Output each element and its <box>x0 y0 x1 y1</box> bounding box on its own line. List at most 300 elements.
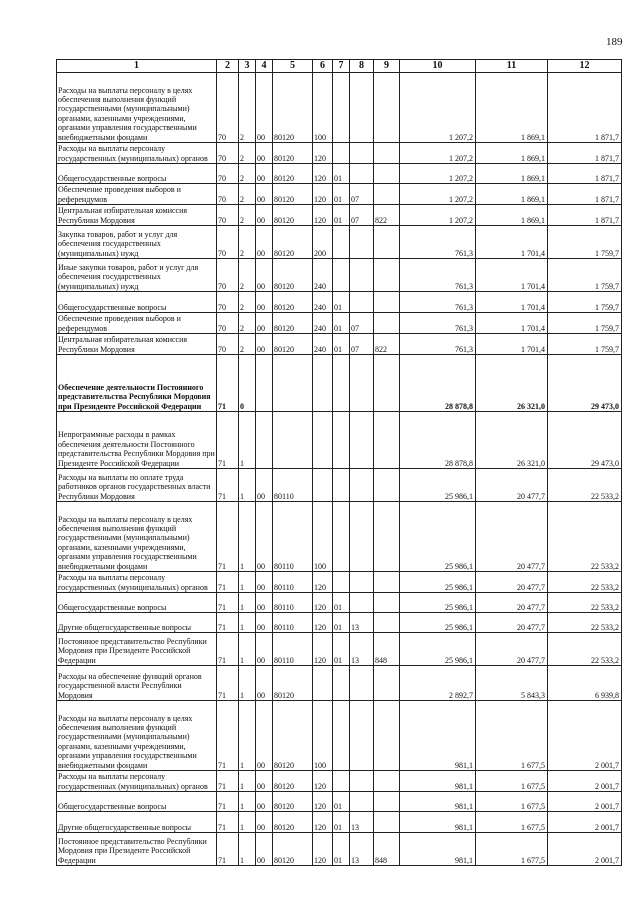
row-c3-cell: 1 <box>239 666 256 701</box>
column-header: 6 <box>313 60 333 73</box>
row-v11-cell: 1 869,1 <box>476 164 548 184</box>
row-v10-cell: 28 878,8 <box>400 412 476 469</box>
row-c7-cell: 01 <box>333 334 350 355</box>
column-header: 8 <box>350 60 374 73</box>
row-c7-cell: 01 <box>333 292 350 313</box>
row-c8-cell: 13 <box>350 633 374 666</box>
row-v11-cell: 20 477,7 <box>476 469 548 502</box>
row-c7-cell: 01 <box>333 205 350 226</box>
row-v11-cell: 1 869,1 <box>476 205 548 226</box>
row-c5-cell: 80120 <box>273 833 313 866</box>
table-row <box>57 633 622 666</box>
row-c6-cell <box>313 469 333 502</box>
row-c3-cell: 1 <box>239 502 256 572</box>
table-row <box>57 701 622 771</box>
table-row <box>57 205 622 226</box>
row-c2-cell: 71 <box>217 593 239 613</box>
row-v11-cell: 1 677,5 <box>476 701 548 771</box>
row-c3-cell: 2 <box>239 259 256 292</box>
row-c2-cell: 71 <box>217 771 239 792</box>
row-c9-cell <box>374 73 400 143</box>
row-c6-cell: 240 <box>313 292 333 313</box>
row-v11-cell: 26 321,0 <box>476 355 548 412</box>
table-row <box>57 412 622 469</box>
row-name-cell: Постоянное представительство Республики Мордовия при Президенте Российской Федерации <box>57 833 217 866</box>
row-c3-cell: 1 <box>239 701 256 771</box>
row-c3-cell: 1 <box>239 833 256 866</box>
row-c5-cell: 80110 <box>273 502 313 572</box>
row-c2-cell: 70 <box>217 226 239 259</box>
row-c3-cell: 1 <box>239 572 256 593</box>
row-c7-cell <box>333 143 350 164</box>
row-c2-cell: 70 <box>217 334 239 355</box>
row-c7-cell <box>333 412 350 469</box>
row-v11-cell: 20 477,7 <box>476 502 548 572</box>
row-c9-cell <box>374 226 400 259</box>
row-c5-cell: 80110 <box>273 572 313 593</box>
table-row <box>57 143 622 164</box>
table-row <box>57 292 622 313</box>
row-c2-cell: 70 <box>217 164 239 184</box>
row-c4-cell: 00 <box>256 701 273 771</box>
row-c6-cell: 120 <box>313 593 333 613</box>
row-c9-cell <box>374 412 400 469</box>
row-c5-cell <box>273 355 313 412</box>
column-header: 11 <box>476 60 548 73</box>
row-c7-cell: 01 <box>333 164 350 184</box>
row-c9-cell <box>374 143 400 164</box>
row-c9-cell: 822 <box>374 334 400 355</box>
row-c5-cell <box>273 412 313 469</box>
row-v12-cell: 29 473,0 <box>548 355 622 412</box>
row-v10-cell: 1 207,2 <box>400 205 476 226</box>
row-name-cell: Расходы на выплаты персоналу в целях обеспечения выполнения функций государственными (муниципальными) органами, казенными учреждениями, органами управления государственными внебюджетными фондами <box>57 73 217 143</box>
row-c5-cell: 80110 <box>273 593 313 613</box>
row-v11-cell: 5 843,3 <box>476 666 548 701</box>
column-header: 5 <box>273 60 313 73</box>
row-v10-cell: 761,3 <box>400 334 476 355</box>
row-c5-cell: 80120 <box>273 771 313 792</box>
row-name-cell: Расходы на обеспечение функций органов государственной власти Республики Мордовия <box>57 666 217 701</box>
row-c7-cell: 01 <box>333 593 350 613</box>
row-v10-cell: 981,1 <box>400 771 476 792</box>
row-c8-cell: 13 <box>350 812 374 833</box>
table-row <box>57 771 622 792</box>
row-c3-cell: 2 <box>239 143 256 164</box>
row-v12-cell: 2 001,7 <box>548 792 622 812</box>
row-c5-cell: 80120 <box>273 334 313 355</box>
row-c5-cell: 80120 <box>273 701 313 771</box>
row-name-cell: Расходы на выплаты по оплате труда работников органов государственных власти Республики Мордовия <box>57 469 217 502</box>
row-c3-cell: 1 <box>239 792 256 812</box>
row-c6-cell <box>313 355 333 412</box>
row-v12-cell: 29 473,0 <box>548 412 622 469</box>
row-c6-cell <box>313 412 333 469</box>
page-number: 189 <box>606 36 623 48</box>
row-c2-cell: 70 <box>217 313 239 334</box>
row-c8-cell <box>350 259 374 292</box>
row-c8-cell <box>350 292 374 313</box>
row-v11-cell: 1 701,4 <box>476 334 548 355</box>
row-c8-cell <box>350 143 374 164</box>
row-c3-cell: 1 <box>239 469 256 502</box>
row-name-cell: Центральная избирательная комиссия Республики Мордовия <box>57 205 217 226</box>
row-v12-cell: 1 759,7 <box>548 334 622 355</box>
row-name-cell: Непрограммные расходы в рамках обеспечения деятельности Постоянного представительства Республики Мордовия при Президенте Российской Федерации <box>57 412 217 469</box>
row-c4-cell: 00 <box>256 771 273 792</box>
row-c9-cell <box>374 572 400 593</box>
row-c6-cell: 120 <box>313 792 333 812</box>
row-v10-cell: 2 892,7 <box>400 666 476 701</box>
row-v12-cell: 2 001,7 <box>548 812 622 833</box>
row-c2-cell: 70 <box>217 292 239 313</box>
row-v11-cell: 1 701,4 <box>476 313 548 334</box>
row-v10-cell: 1 207,2 <box>400 164 476 184</box>
row-c5-cell: 80120 <box>273 812 313 833</box>
row-v12-cell: 22 533,2 <box>548 469 622 502</box>
row-c6-cell <box>313 666 333 701</box>
row-name-cell: Обеспечение проведения выборов и референдумов <box>57 184 217 205</box>
row-c7-cell: 01 <box>333 613 350 633</box>
row-c9-cell <box>374 593 400 613</box>
row-c5-cell: 80120 <box>273 792 313 812</box>
row-c9-cell <box>374 184 400 205</box>
row-c2-cell: 71 <box>217 792 239 812</box>
row-v11-cell: 1 677,5 <box>476 771 548 792</box>
row-c3-cell: 2 <box>239 292 256 313</box>
row-c5-cell: 80120 <box>273 143 313 164</box>
row-v12-cell: 1 871,7 <box>548 143 622 164</box>
table-row <box>57 613 622 633</box>
row-c2-cell: 71 <box>217 633 239 666</box>
row-v12-cell: 1 759,7 <box>548 226 622 259</box>
row-c8-cell <box>350 355 374 412</box>
row-c4-cell: 00 <box>256 666 273 701</box>
row-c2-cell: 70 <box>217 184 239 205</box>
row-c2-cell: 71 <box>217 833 239 866</box>
row-c5-cell: 80120 <box>273 226 313 259</box>
row-c7-cell <box>333 226 350 259</box>
column-header: 7 <box>333 60 350 73</box>
row-c7-cell <box>333 355 350 412</box>
row-v12-cell: 1 871,7 <box>548 184 622 205</box>
row-c5-cell: 80120 <box>273 313 313 334</box>
row-c3-cell: 2 <box>239 226 256 259</box>
row-c3-cell: 1 <box>239 812 256 833</box>
row-c4-cell <box>256 412 273 469</box>
row-c3-cell: 2 <box>239 313 256 334</box>
row-c9-cell <box>374 164 400 184</box>
row-c7-cell: 01 <box>333 833 350 866</box>
row-c4-cell: 00 <box>256 593 273 613</box>
table-row <box>57 313 622 334</box>
row-c5-cell: 80120 <box>273 184 313 205</box>
row-c3-cell: 2 <box>239 73 256 143</box>
row-c2-cell: 71 <box>217 572 239 593</box>
row-v10-cell: 1 207,2 <box>400 73 476 143</box>
row-c7-cell <box>333 259 350 292</box>
row-c8-cell: 07 <box>350 184 374 205</box>
row-c7-cell: 01 <box>333 184 350 205</box>
row-c2-cell: 71 <box>217 502 239 572</box>
row-name-cell: Расходы на выплаты персоналу государственных (муниципальных) органов <box>57 771 217 792</box>
row-c4-cell: 00 <box>256 812 273 833</box>
row-v11-cell: 1 701,4 <box>476 226 548 259</box>
row-v10-cell: 25 986,1 <box>400 572 476 593</box>
row-c3-cell: 0 <box>239 355 256 412</box>
row-name-cell: Расходы на выплаты персоналу в целях обеспечения выполнения функций государственными (муниципальными) органами, казенными учреждениями, органами управления государственными внебюджетными фондами <box>57 502 217 572</box>
column-header: 3 <box>239 60 256 73</box>
row-c5-cell: 80120 <box>273 292 313 313</box>
budget-table <box>56 59 622 866</box>
row-c7-cell: 01 <box>333 633 350 666</box>
row-c2-cell: 71 <box>217 666 239 701</box>
row-c9-cell <box>374 259 400 292</box>
row-v12-cell: 6 939,8 <box>548 666 622 701</box>
row-c8-cell <box>350 771 374 792</box>
row-c8-cell <box>350 666 374 701</box>
table-row <box>57 469 622 502</box>
header-row <box>57 60 622 73</box>
row-c4-cell: 00 <box>256 226 273 259</box>
row-c8-cell <box>350 469 374 502</box>
row-v11-cell: 1 701,4 <box>476 259 548 292</box>
row-c2-cell: 70 <box>217 73 239 143</box>
row-c4-cell: 00 <box>256 164 273 184</box>
row-c4-cell: 00 <box>256 469 273 502</box>
row-c6-cell: 120 <box>313 184 333 205</box>
row-c5-cell: 80120 <box>273 205 313 226</box>
row-c6-cell: 240 <box>313 334 333 355</box>
row-c9-cell <box>374 812 400 833</box>
row-v11-cell: 26 321,0 <box>476 412 548 469</box>
row-c3-cell: 2 <box>239 184 256 205</box>
row-c8-cell <box>350 593 374 613</box>
table-row <box>57 226 622 259</box>
row-c6-cell: 120 <box>313 205 333 226</box>
row-v12-cell: 22 533,2 <box>548 502 622 572</box>
row-c4-cell: 00 <box>256 613 273 633</box>
column-header: 2 <box>217 60 239 73</box>
row-v10-cell: 25 986,1 <box>400 593 476 613</box>
row-v10-cell: 981,1 <box>400 812 476 833</box>
row-c9-cell <box>374 469 400 502</box>
row-c3-cell: 1 <box>239 633 256 666</box>
row-name-cell: Общегосударственные вопросы <box>57 593 217 613</box>
row-c8-cell <box>350 502 374 572</box>
row-c6-cell: 200 <box>313 226 333 259</box>
row-c8-cell <box>350 164 374 184</box>
row-c7-cell <box>333 73 350 143</box>
row-v10-cell: 981,1 <box>400 792 476 812</box>
row-c4-cell: 00 <box>256 205 273 226</box>
row-c8-cell <box>350 792 374 812</box>
row-c6-cell: 120 <box>313 812 333 833</box>
row-c8-cell: 07 <box>350 313 374 334</box>
row-c2-cell: 71 <box>217 355 239 412</box>
row-c4-cell: 00 <box>256 143 273 164</box>
row-c3-cell: 2 <box>239 205 256 226</box>
table-body <box>57 73 622 866</box>
row-v11-cell: 1 869,1 <box>476 143 548 164</box>
row-c9-cell <box>374 292 400 313</box>
row-c7-cell <box>333 666 350 701</box>
column-header: 4 <box>256 60 273 73</box>
table-row <box>57 792 622 812</box>
row-c5-cell: 80110 <box>273 469 313 502</box>
row-name-cell: Обеспечение проведения выборов и референдумов <box>57 313 217 334</box>
row-name-cell: Общегосударственные вопросы <box>57 792 217 812</box>
row-v12-cell: 1 759,7 <box>548 313 622 334</box>
row-c9-cell <box>374 355 400 412</box>
row-c9-cell <box>374 666 400 701</box>
row-c3-cell: 2 <box>239 334 256 355</box>
row-v10-cell: 981,1 <box>400 701 476 771</box>
row-c3-cell: 1 <box>239 412 256 469</box>
row-c7-cell <box>333 572 350 593</box>
row-name-cell: Обеспечение деятельности Постоянного представительства Республики Мордовия при Президенте Российской Федерации <box>57 355 217 412</box>
row-v12-cell: 1 759,7 <box>548 292 622 313</box>
row-v10-cell: 25 986,1 <box>400 633 476 666</box>
row-c2-cell: 70 <box>217 205 239 226</box>
row-v11-cell: 1 869,1 <box>476 184 548 205</box>
row-c9-cell: 822 <box>374 205 400 226</box>
row-v12-cell: 2 001,7 <box>548 701 622 771</box>
row-c6-cell: 240 <box>313 259 333 292</box>
row-c5-cell: 80110 <box>273 633 313 666</box>
row-c4-cell: 00 <box>256 313 273 334</box>
row-c7-cell <box>333 469 350 502</box>
row-c3-cell: 1 <box>239 613 256 633</box>
row-c5-cell: 80110 <box>273 613 313 633</box>
row-c7-cell <box>333 502 350 572</box>
table-row <box>57 833 622 866</box>
column-header: 12 <box>548 60 622 73</box>
row-v12-cell: 22 533,2 <box>548 613 622 633</box>
row-name-cell: Другие общегосударственные вопросы <box>57 812 217 833</box>
row-v11-cell: 1 677,5 <box>476 833 548 866</box>
row-v10-cell: 1 207,2 <box>400 143 476 164</box>
row-c5-cell: 80120 <box>273 666 313 701</box>
row-c9-cell <box>374 613 400 633</box>
row-c8-cell <box>350 226 374 259</box>
table-row <box>57 666 622 701</box>
row-c7-cell: 01 <box>333 792 350 812</box>
row-c8-cell <box>350 73 374 143</box>
row-v11-cell: 20 477,7 <box>476 572 548 593</box>
row-name-cell: Расходы на выплаты персоналу государственных (муниципальных) органов <box>57 572 217 593</box>
table-row <box>57 572 622 593</box>
row-c9-cell: 848 <box>374 633 400 666</box>
row-name-cell: Общегосударственные вопросы <box>57 292 217 313</box>
row-c6-cell: 120 <box>313 143 333 164</box>
row-name-cell: Другие общегосударственные вопросы <box>57 613 217 633</box>
row-v11-cell: 20 477,7 <box>476 613 548 633</box>
row-c4-cell: 00 <box>256 633 273 666</box>
table-row <box>57 259 622 292</box>
row-name-cell: Расходы на выплаты персоналу государственных (муниципальных) органов <box>57 143 217 164</box>
row-c3-cell: 1 <box>239 771 256 792</box>
row-c2-cell: 70 <box>217 259 239 292</box>
row-c6-cell: 120 <box>313 164 333 184</box>
row-v11-cell: 20 477,7 <box>476 633 548 666</box>
row-v10-cell: 761,3 <box>400 313 476 334</box>
table-row <box>57 334 622 355</box>
row-name-cell: Закупка товаров, работ и услуг для обеспечения государственных (муниципальных) нужд <box>57 226 217 259</box>
row-name-cell: Постоянное представительство Республики Мордовия при Президенте Российской Федерации <box>57 633 217 666</box>
row-c4-cell: 00 <box>256 292 273 313</box>
table-row <box>57 812 622 833</box>
row-c7-cell <box>333 701 350 771</box>
row-c6-cell: 120 <box>313 771 333 792</box>
row-c9-cell <box>374 771 400 792</box>
table-row <box>57 73 622 143</box>
row-v12-cell: 22 533,2 <box>548 593 622 613</box>
row-v11-cell: 1 701,4 <box>476 292 548 313</box>
row-c6-cell: 120 <box>313 833 333 866</box>
row-c8-cell <box>350 412 374 469</box>
row-c5-cell: 80120 <box>273 164 313 184</box>
column-header: 10 <box>400 60 476 73</box>
row-c2-cell: 71 <box>217 412 239 469</box>
table-row <box>57 355 622 412</box>
table-row <box>57 593 622 613</box>
row-c2-cell: 71 <box>217 701 239 771</box>
row-c2-cell: 71 <box>217 613 239 633</box>
row-c8-cell: 07 <box>350 205 374 226</box>
row-c7-cell: 01 <box>333 812 350 833</box>
table-row <box>57 184 622 205</box>
row-v12-cell: 1 871,7 <box>548 73 622 143</box>
row-c9-cell <box>374 313 400 334</box>
row-v10-cell: 25 986,1 <box>400 469 476 502</box>
row-c4-cell: 00 <box>256 184 273 205</box>
row-name-cell: Иные закупки товаров, работ и услуг для обеспечения государственных (муниципальных) нужд <box>57 259 217 292</box>
row-c8-cell: 07 <box>350 334 374 355</box>
row-c5-cell: 80120 <box>273 73 313 143</box>
row-c6-cell: 120 <box>313 633 333 666</box>
row-name-cell: Расходы на выплаты персоналу в целях обеспечения выполнения функций государственными (муниципальными) органами, казенными учреждениями, органами управления государственными внебюджетными фондами <box>57 701 217 771</box>
row-c4-cell: 00 <box>256 792 273 812</box>
row-name-cell: Общегосударственные вопросы <box>57 164 217 184</box>
row-c4-cell: 00 <box>256 572 273 593</box>
row-c3-cell: 1 <box>239 593 256 613</box>
row-c9-cell <box>374 502 400 572</box>
row-c9-cell <box>374 792 400 812</box>
row-v10-cell: 25 986,1 <box>400 613 476 633</box>
row-v11-cell: 20 477,7 <box>476 593 548 613</box>
row-v11-cell: 1 869,1 <box>476 73 548 143</box>
row-v11-cell: 1 677,5 <box>476 792 548 812</box>
row-c4-cell: 00 <box>256 833 273 866</box>
row-v12-cell: 1 759,7 <box>548 259 622 292</box>
row-c8-cell: 13 <box>350 613 374 633</box>
row-v12-cell: 22 533,2 <box>548 633 622 666</box>
row-c6-cell: 120 <box>313 613 333 633</box>
row-v10-cell: 28 878,8 <box>400 355 476 412</box>
column-header: 9 <box>374 60 400 73</box>
row-c4-cell: 00 <box>256 259 273 292</box>
row-c7-cell <box>333 771 350 792</box>
row-c6-cell: 100 <box>313 73 333 143</box>
row-v10-cell: 1 207,2 <box>400 184 476 205</box>
row-v10-cell: 25 986,1 <box>400 502 476 572</box>
row-v10-cell: 981,1 <box>400 833 476 866</box>
row-v12-cell: 1 871,7 <box>548 164 622 184</box>
table-row <box>57 164 622 184</box>
row-c2-cell: 71 <box>217 812 239 833</box>
row-c4-cell: 00 <box>256 334 273 355</box>
